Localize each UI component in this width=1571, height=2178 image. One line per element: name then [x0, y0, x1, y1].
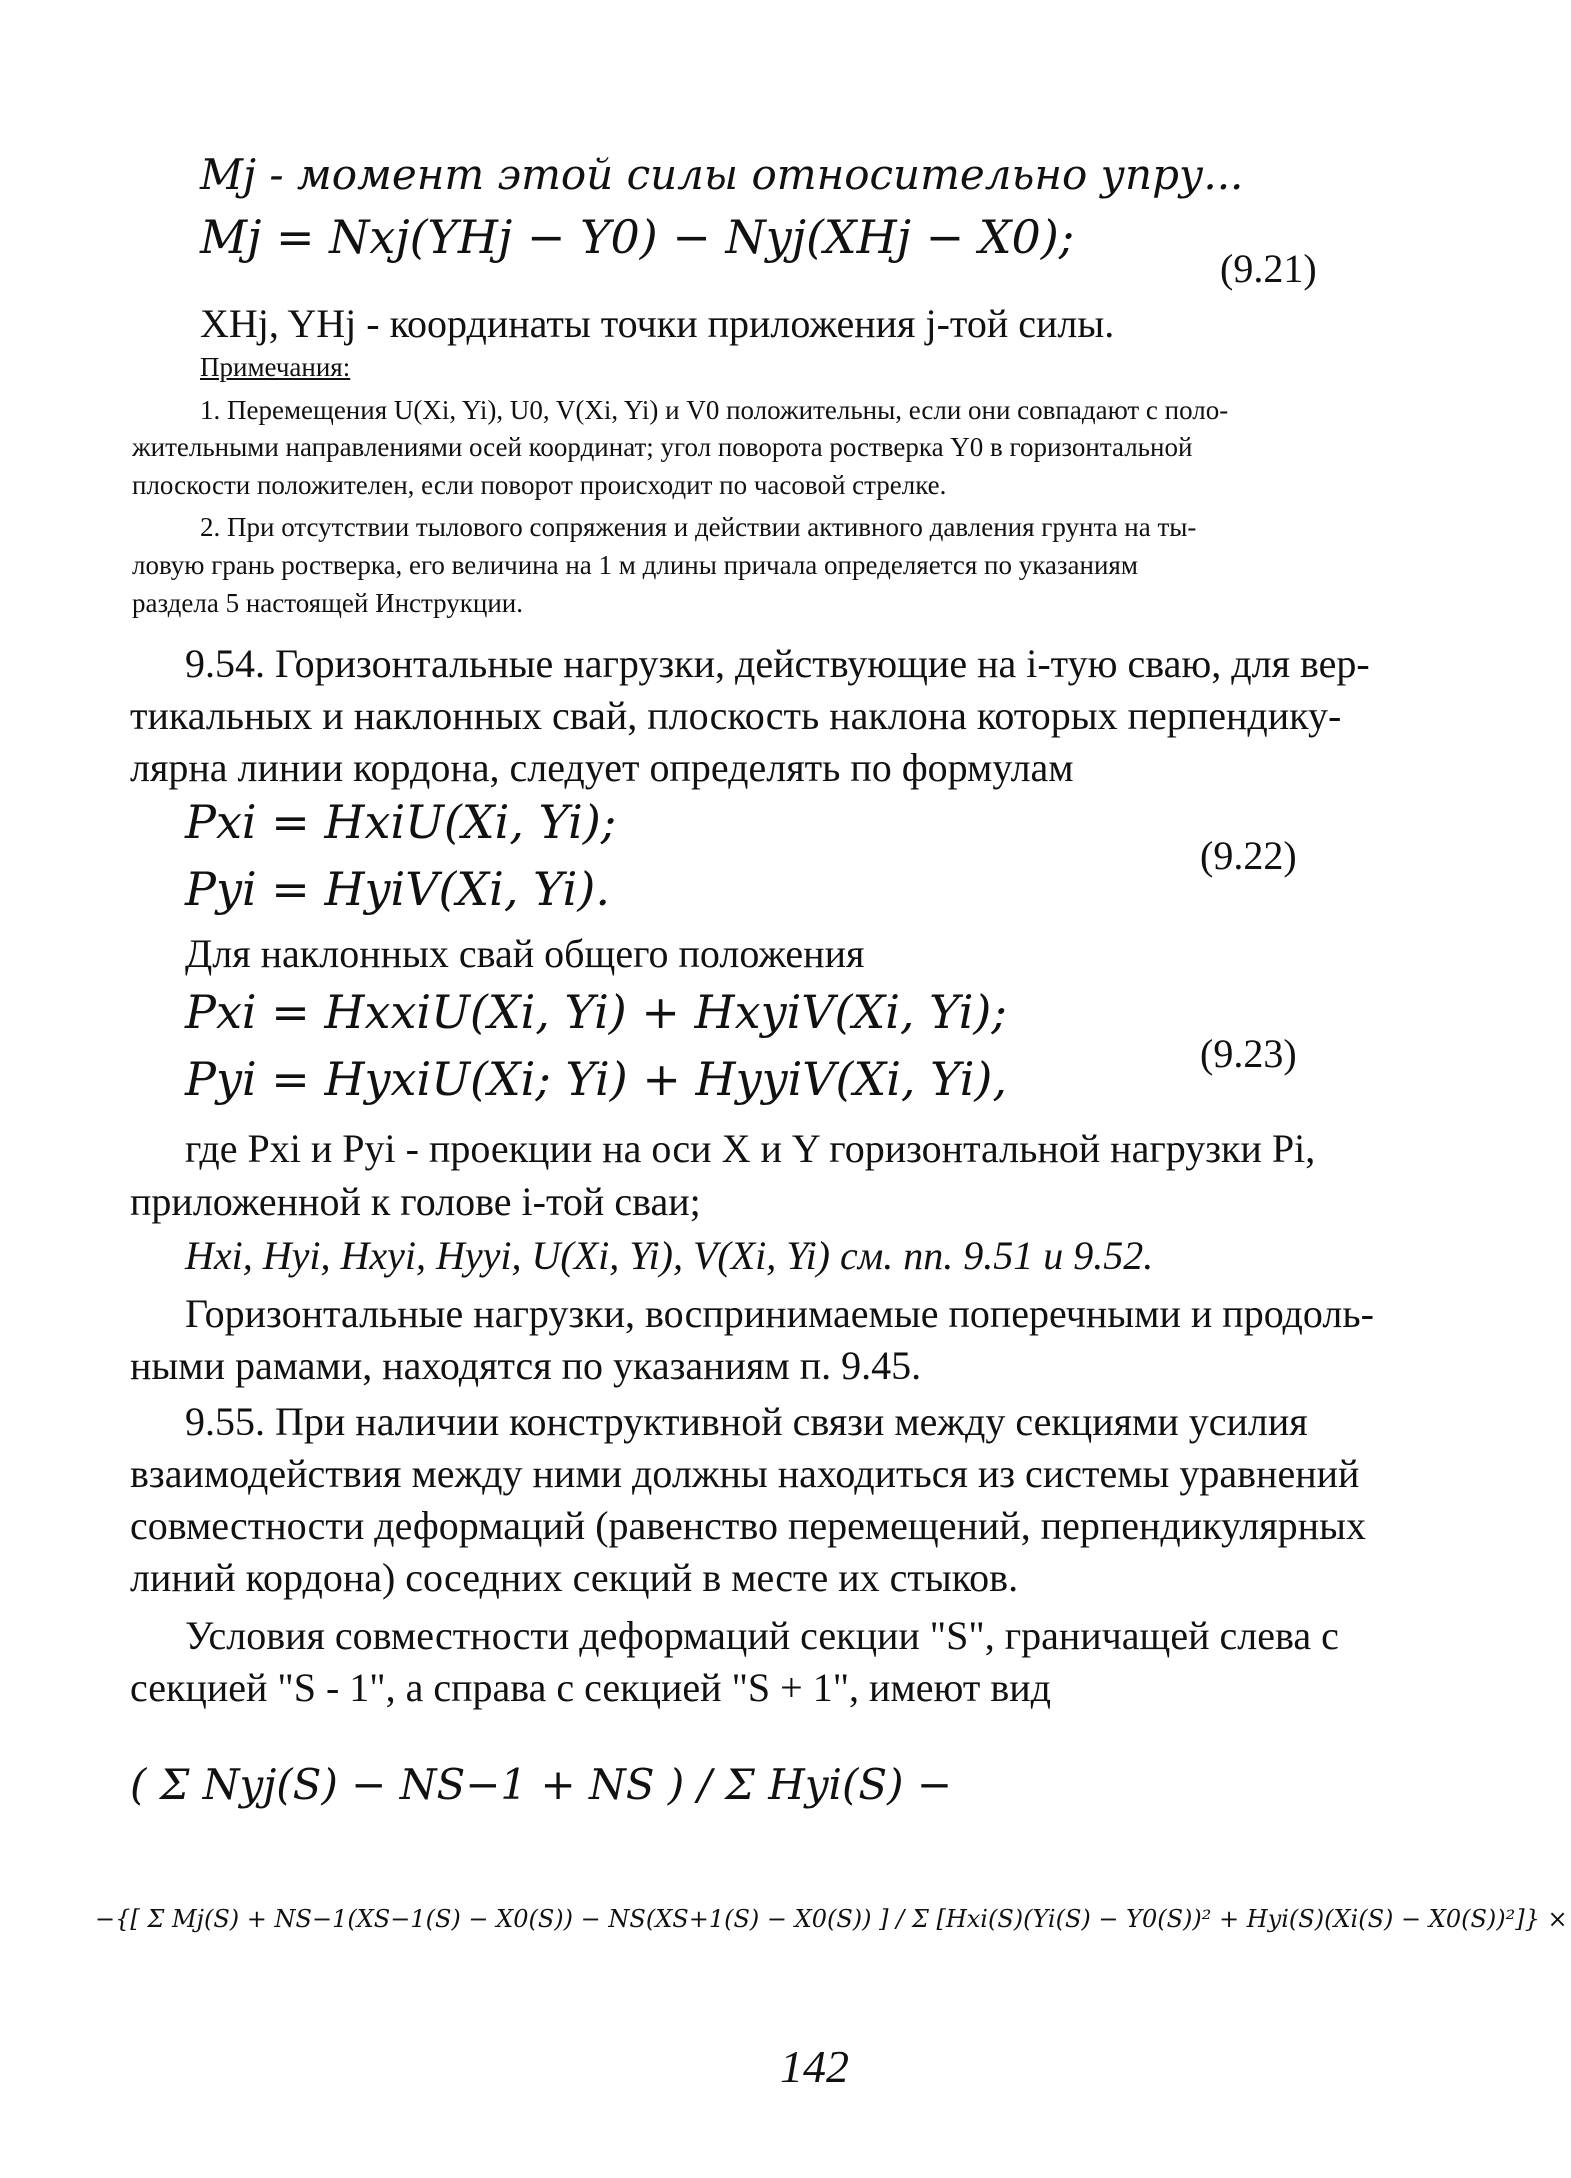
sum-formula-2: −{[ Σ Mj(S) + NS−1(XS−1(S) − X0(S)) − NS(XS+1(S) − X0(S)) ] / Σ [Hxi(S)(Yi(S) − Y0(S))² + Hyi(S)(Xi(S) − X0(S))²]} ×: [95, 1905, 1568, 1933]
note-2-line-1: 2. При отсутствии тылового сопряжения и действии активного давления грунта на ты-: [200, 512, 1197, 542]
page-number: 142: [780, 2041, 849, 2092]
where-line-2: приложенной к голове i-той сваи;: [130, 1179, 701, 1224]
note-1-line-2: жительными направлениями осей координат; угол поворота ростверка Y0 в горизонтальной: [132, 432, 1193, 462]
text-line-inclined: Для наклонных свай общего положения: [185, 931, 865, 976]
para-955-line-4: линий кордона) соседних секций в месте их стыков.: [130, 1555, 1019, 1600]
text-line-moment: Mj - момент этой силы относительно упру...: [200, 150, 1244, 199]
conditions-line-1: Условия совместности деформаций секции "S", граничащей слева с: [185, 1613, 1339, 1658]
frames-line-2: ными рамами, находятся по указаниям п. 9.45.: [130, 1343, 922, 1388]
para-954-line-1: 9.54. Горизонтальные нагрузки, действующие на i-тую сваю, для вер-: [185, 641, 1370, 686]
formula-9-21: Mj = Nxj(YHj − Y0) − Nyj(XHj − X0);: [200, 210, 1075, 264]
reference-line: Hxi, Hyi, Hxyi, Hyyi, U(Xi, Yi), V(Xi, Yi) см. пп. 9.51 и 9.52.: [185, 1233, 1154, 1278]
formula-9-23-a: Pxi = HxxiU(Xi, Yi) + HxyiV(Xi, Yi);: [185, 985, 1007, 1039]
para-955-line-3: совместности деформаций (равенство перемещений, перпендикулярных: [130, 1503, 1366, 1548]
formula-9-23-b: Pyi = HyxiU(Xi; Yi) + HyyiV(Xi, Yi),: [185, 1052, 1008, 1106]
where-line-1: где Pxi и Pyi - проекции на оси X и Y горизонтальной нагрузки Pi,: [185, 1126, 1316, 1171]
note-1-line-1: 1. Перемещения U(Xi, Yi), U0, V(Xi, Yi) и V0 положительны, если они совпадают с поло-: [200, 395, 1229, 425]
sum-formula-1: ( Σ Nyj(S) − NS−1 + NS ) / Σ Hyi(S) −: [130, 1760, 953, 1809]
para-954-line-3: лярна линии кордона, следует определять по формулам: [130, 745, 1074, 790]
conditions-line-2: секцией "S - 1", а справа с секцией "S + 1", имеют вид: [130, 1665, 1051, 1710]
equation-number-9-23: (9.23): [1200, 1031, 1297, 1076]
note-1-line-3: плоскости положителен, если поворот происходит по часовой стрелке.: [132, 470, 947, 500]
formula-9-22-a: Pxi = HxiU(Xi, Yi);: [185, 795, 617, 849]
para-954-line-2: тикальных и наклонных свай, плоскость наклона которых перпендику-: [130, 693, 1342, 738]
equation-number-9-22: (9.22): [1200, 833, 1297, 878]
note-2-line-2: ловую грань ростверка, его величина на 1 м длины причала определяется по указаниям: [132, 550, 1138, 580]
note-2-line-3: раздела 5 настоящей Инструкции.: [132, 588, 523, 618]
frames-line-1: Горизонтальные нагрузки, воспринимаемые поперечными и продоль-: [185, 1291, 1374, 1336]
para-955-line-1: 9.55. При наличии конструктивной связи между секциями усилия: [185, 1399, 1308, 1444]
equation-number-9-21: (9.21): [1220, 246, 1317, 291]
formula-9-22-b: Pyi = HyiV(Xi, Yi).: [185, 862, 610, 916]
para-955-line-2: взаимодействия между ними должны находиться из системы уравнений: [130, 1451, 1360, 1496]
notes-heading: Примечания:: [200, 352, 351, 382]
text-line-coordinates: XHj, YHj - координаты точки приложения j-той силы.: [200, 301, 1115, 346]
